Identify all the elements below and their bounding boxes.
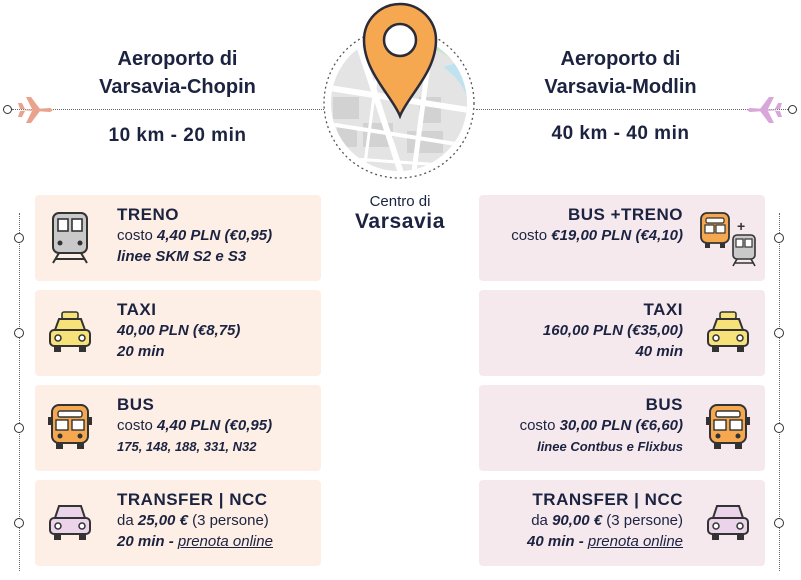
detail-value: linee SKM S2 e S3 [117,248,247,265]
price-value: 25,00 € [137,512,188,529]
city-label-big: Varsavia [354,210,446,233]
right-airport-line1: Aeroporto di [560,48,681,70]
price-prefix: da [117,512,138,529]
card-title: TRENO [117,205,179,224]
price-prefix: costo [519,417,560,434]
book-online-link[interactable]: prenota online [177,533,273,550]
route-start-dot [3,105,12,114]
left-airport-name [70,45,285,101]
price-value: 90,00 € [552,512,603,529]
bus-icon [703,399,753,455]
right-timeline-dot [774,233,784,243]
left-card-bus [35,385,321,471]
car-icon [45,494,95,550]
card-detail: 175, 148, 188, 331, N32 [117,439,257,454]
card-title: BUS +TRENO [567,205,683,224]
bus-icon [45,399,95,455]
right-airport-name [513,45,728,101]
detail-separator: - [164,533,178,550]
svg-text:+: + [737,218,746,234]
car-icon [703,494,753,550]
left-card-bus-text [117,395,315,457]
right-card-bus-train-text [485,205,683,246]
right-timeline-dot [774,518,784,528]
left-card-transfer [35,480,321,566]
left-airport-distance: 10 km - 20 min [108,125,247,146]
left-card-train-text [117,205,315,267]
plane-left-icon [16,94,56,126]
left-card-taxi [35,290,321,376]
card-title: TAXI [117,300,157,319]
price-prefix: costo [117,227,158,244]
left-airport-line2: Varsavia-Chopin [99,76,256,98]
left-card-train [35,195,321,281]
price-value: 4,40 PLN (€0,95) [157,417,273,434]
card-price [117,225,315,246]
left-timeline-dot [14,423,24,433]
price-value: €19,00 PLN (€4,10) [551,227,683,244]
taxi-icon [703,304,753,360]
price-value: 4,40 PLN (€0,95) [157,227,273,244]
card-title: BUS [117,395,155,414]
right-card-bus-text [485,395,683,457]
card-detail [117,246,315,267]
taxi-icon [45,304,95,360]
right-airport-line2: Varsavia-Modlin [544,76,697,98]
left-timeline-dot [14,233,24,243]
card-price [485,320,683,341]
detail-separator: - [574,533,588,550]
price-prefix: costo [511,227,552,244]
plane-right-icon [744,94,784,126]
detail-value: 40 min [635,343,683,360]
card-title: TRANSFER | NCC [117,490,268,509]
card-price [117,510,315,531]
card-title: BUS [645,395,683,414]
right-card-bus-train [479,195,765,281]
train-icon [45,209,95,265]
right-card-transfer [479,480,765,566]
left-card-taxi-text [117,300,315,362]
card-detail: linee Contbus e Flixbus [537,439,683,454]
card-detail [485,341,683,362]
city-label-small: Centro di [369,193,431,210]
right-route-line [476,109,788,110]
card-price [485,225,683,246]
card-price [117,320,315,341]
left-route-line [12,109,324,110]
card-title: TRANSFER | NCC [532,490,683,509]
detail-value: 20 min [117,533,165,550]
card-title: TAXI [643,300,683,319]
price-value: 30,00 PLN (€6,60) [559,417,683,434]
card-detail [485,531,683,552]
card-price [117,415,315,436]
price-value: 160,00 PLN (€35,00) [542,322,683,339]
left-airport-line1: Aeroporto di [117,48,238,70]
price-suffix: (3 persone) [187,512,269,529]
left-card-transfer-text [117,490,315,552]
right-timeline-dot [774,423,784,433]
price-value: 40,00 PLN (€8,75) [117,322,241,339]
book-online-link[interactable]: prenota online [587,533,683,550]
detail-value: 20 min [117,343,165,360]
price-prefix: da [531,512,553,529]
right-card-bus [479,385,765,471]
right-airport-distance: 40 km - 40 min [551,123,690,144]
price-suffix: (3 persone) [602,512,683,529]
location-pin-icon [360,0,440,120]
card-detail [117,341,315,362]
left-timeline-dot [14,518,24,528]
bus-train-icon [699,209,759,265]
right-card-taxi [479,290,765,376]
card-price [485,510,683,531]
right-timeline-dot [774,328,784,338]
price-prefix: costo [117,417,158,434]
card-price [485,415,683,436]
right-card-taxi-text [485,300,683,362]
detail-value: 40 min [527,533,575,550]
card-detail [117,531,315,552]
right-card-transfer-text [485,490,683,552]
left-timeline-dot [14,328,24,338]
route-end-dot [788,105,797,114]
